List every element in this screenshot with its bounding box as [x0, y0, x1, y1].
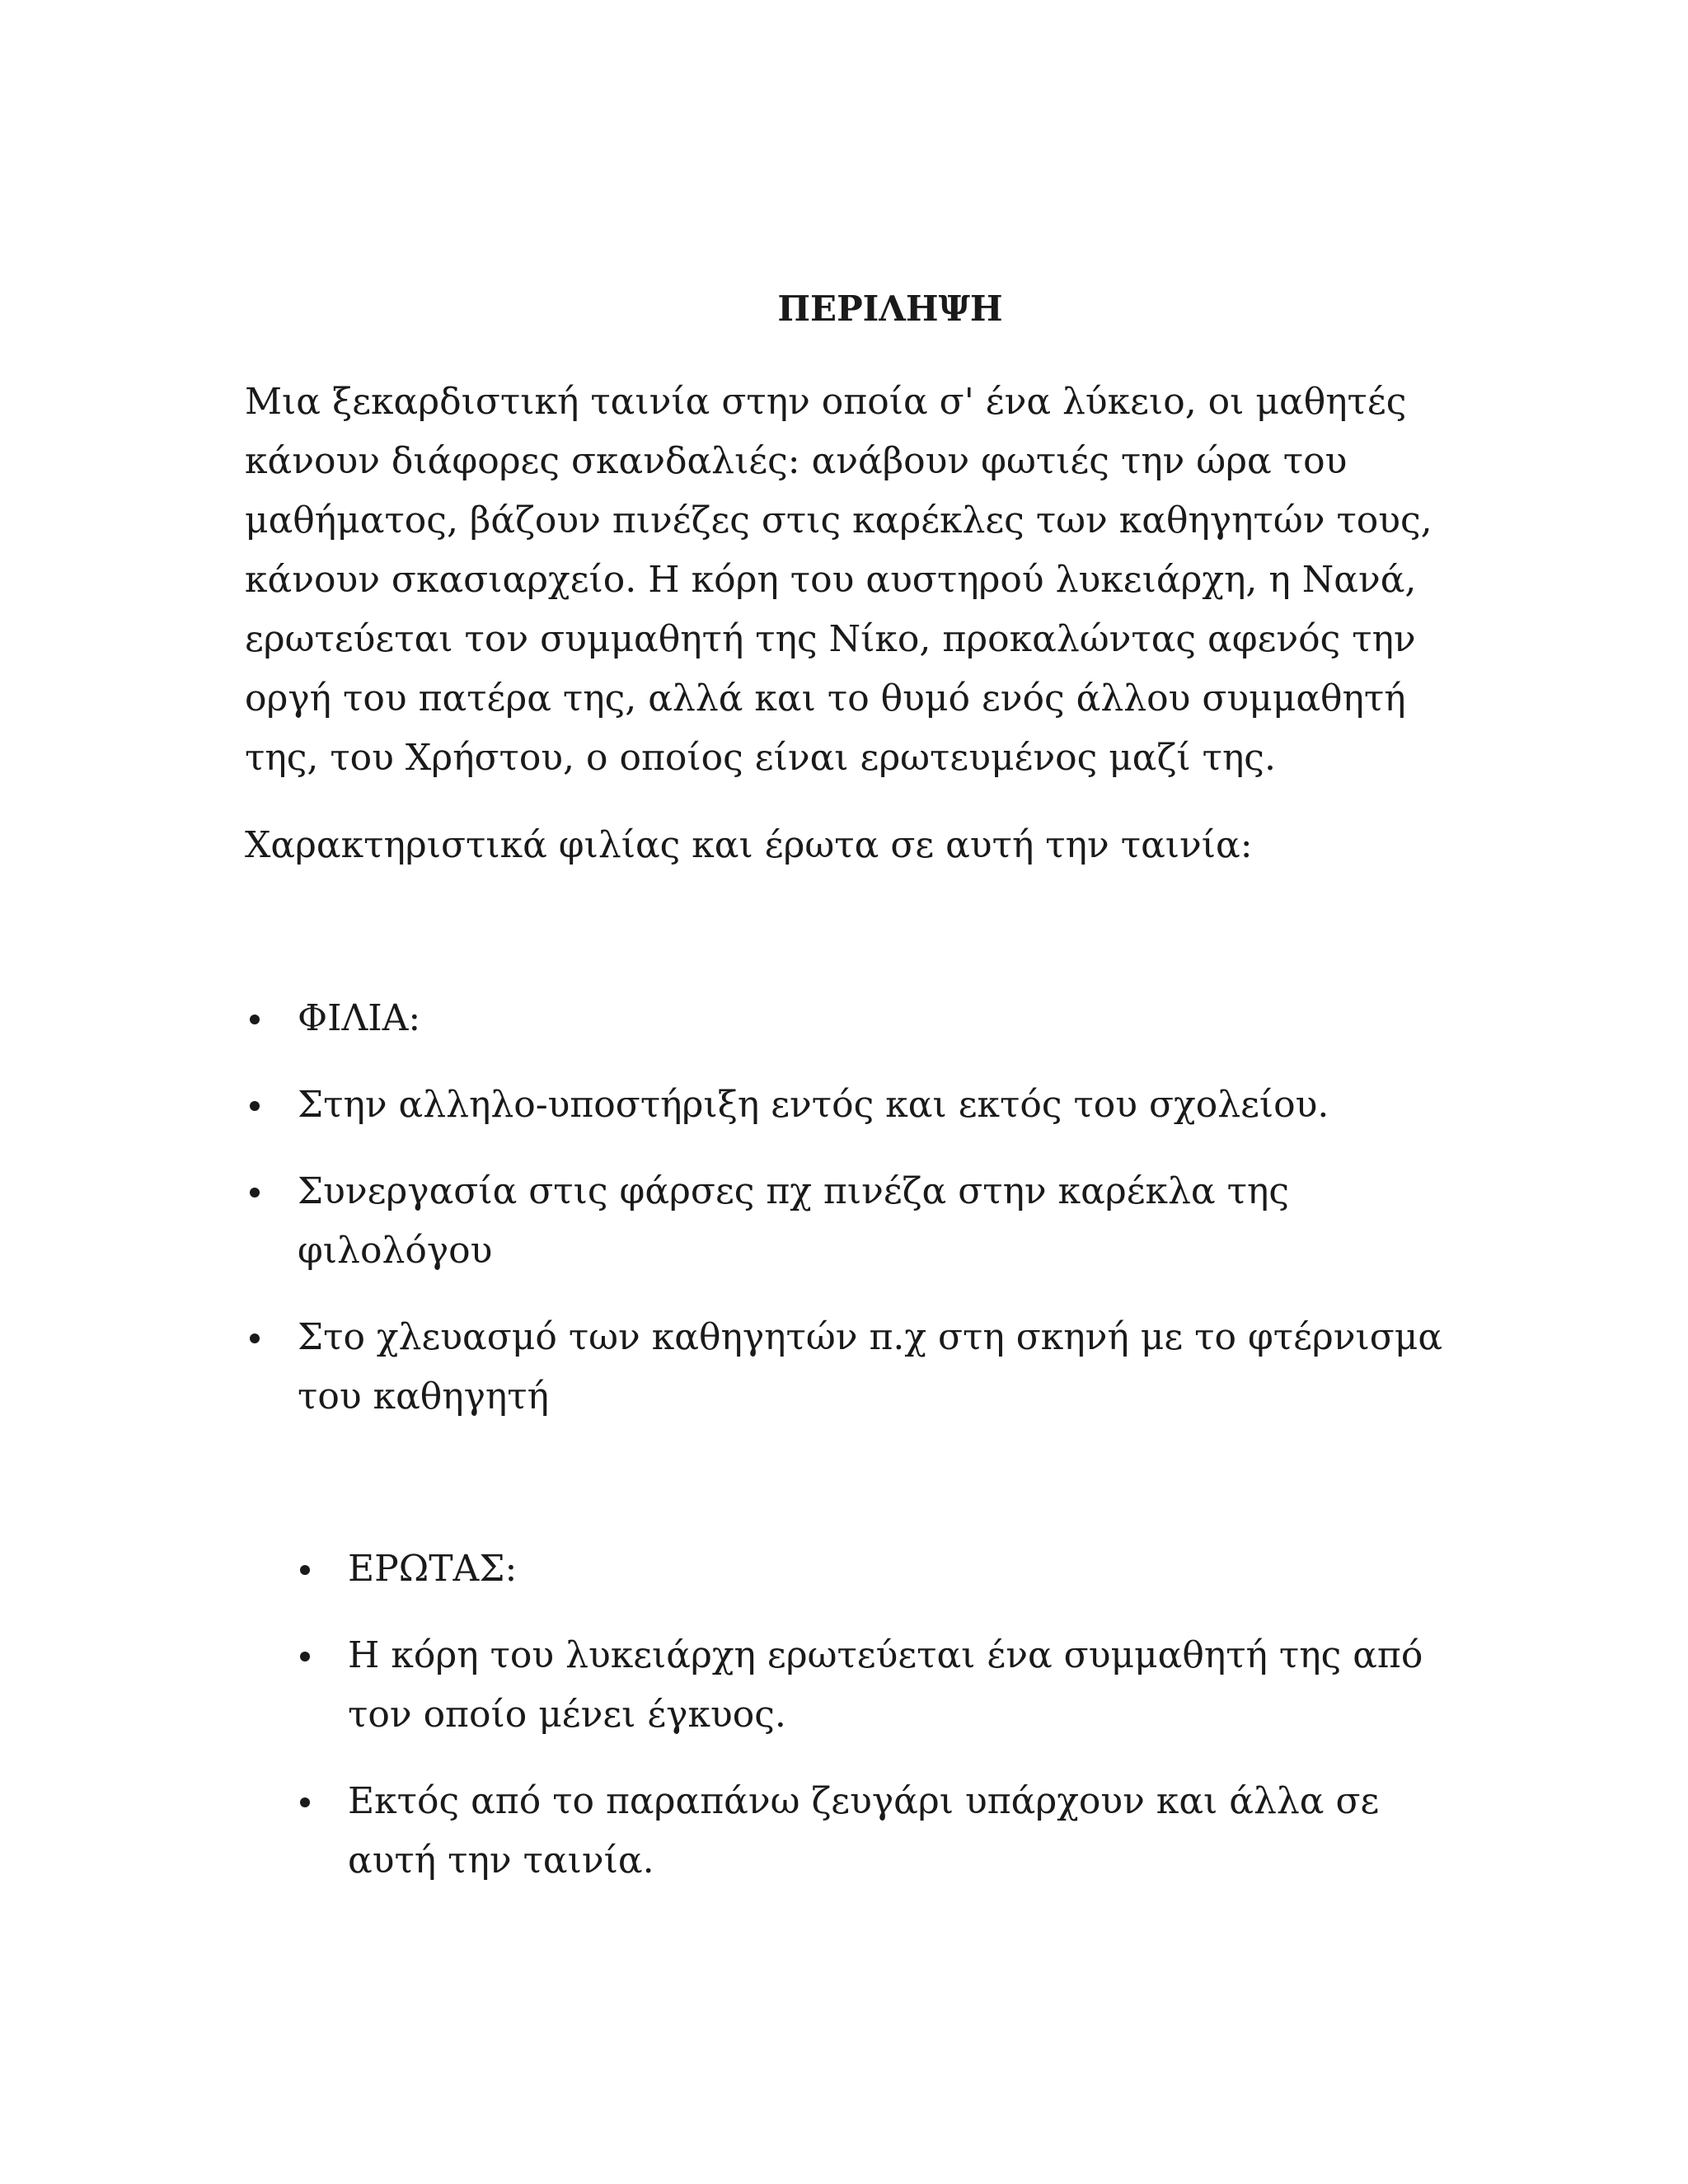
friendship-item: Συνεργασία στις φάρσες πχ πινέζα στην καρέκλα της φιλολόγου [245, 1162, 1448, 1281]
love-heading: ΕΡΩΤΑΣ: [295, 1540, 1457, 1599]
friendship-heading: ΦΙΛΙΑ: [245, 989, 1448, 1048]
friendship-list [245, 989, 1448, 1454]
document-title: ΠΕΡΙΛΗΨΗ [777, 288, 1003, 329]
summary-paragraph: Μια ξεκαρδιστική ταινία στην οποία σ' ένα λύκειο, οι μαθητές κάνουν διάφορες σκανδαλιές: ανάβουν φωτιές την ώρα του μαθήματος, βάζουν πινέζες στις καρέκλες των καθηγητών τους, κάνουν σκασιαρχείο. Η κόρη του αυστηρού λυκειάρχη, η Νανά, ερωτεύεται τον συμμαθητή της Νίκο, προκαλώντας αφενός την οργή του πατέρα της, αλλά και το θυμό ενός άλλου συμμαθητή της, του Χρήστου, ο οποίος είναι ερωτευμένος μαζί της. [245, 381, 1432, 779]
features-intro: Χαρακτηριστικά φιλίας και έρωτα σε αυτή την ταινία: [245, 824, 1253, 866]
love-item: Η κόρη του λυκειάρχη ερωτεύεται ένα συμμαθητή της από τον οποίο μένει έγκυος. [295, 1626, 1457, 1745]
friendship-item: Στην αλληλο-υποστήριξη εντός και εκτός του σχολείου. [245, 1076, 1448, 1135]
friendship-item: Στο χλευασμό των καθηγητών π.χ στη σκηνή με το φτέρνισμα του καθηγητή [245, 1308, 1448, 1427]
love-item: Εκτός από το παραπάνω ζευγάρι υπάρχουν και άλλα σε αυτή την ταινία. [295, 1772, 1457, 1891]
love-list [295, 1540, 1457, 1918]
